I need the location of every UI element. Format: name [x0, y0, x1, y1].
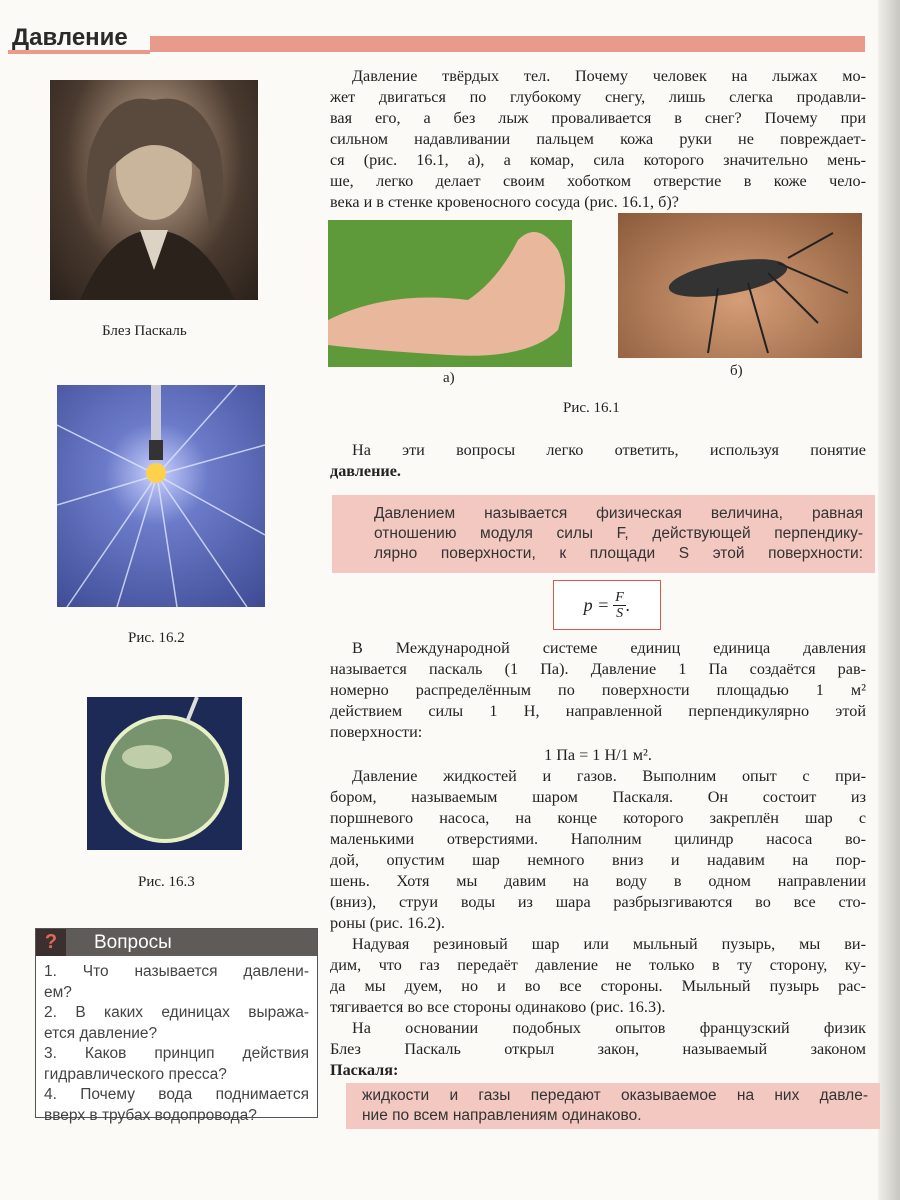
text-line: ше, легко делает своим хоботком отверстие в коже чело- — [330, 172, 866, 190]
text-line: жет двигаться по глубокому снегу, лишь слегка продавли- — [330, 88, 866, 106]
formula-denominator: S — [616, 605, 624, 621]
text-line: шень. Хотя мы давим на воду в одном направлении — [330, 872, 866, 890]
paragraph-pascal-unit — [330, 638, 866, 766]
law-box — [346, 1083, 880, 1129]
text-line-bold: давление. — [330, 462, 401, 480]
pressure-formula-box — [553, 580, 661, 630]
question-mark-icon: ? — [36, 929, 66, 956]
text-line: В Международной системе единиц единица давления — [352, 639, 866, 657]
hand-illustration — [328, 220, 572, 367]
definition-line: Давлением называется физическая величина, равная — [374, 505, 863, 522]
text-line: Давление жидкостей и газов. Выполним опыт с при- — [352, 767, 866, 785]
definition-line: отношению модуля силы F, действующей перпендику- — [374, 525, 863, 542]
law-line: ние по всем направлениям одинаково. — [362, 1107, 642, 1124]
definition-box — [332, 495, 875, 573]
text-line: роны (рис. 16.2). — [330, 914, 445, 932]
question-line: 3. Каков принцип действия — [44, 1045, 309, 1062]
portrait-caption: Блез Паскаль — [102, 323, 187, 339]
text-line: сильном надавливании пальцем кожа руки не повреждает- — [330, 130, 866, 148]
text-line: маленькими отверстиями. Наполним цилиндр насоса во- — [330, 830, 866, 848]
text-line: дим, что газ передаёт давление не только в ту сторону, ку- — [330, 956, 866, 974]
bubble-illustration — [87, 697, 242, 850]
soap-bubble-photo — [87, 697, 242, 850]
text-line: бором, называемым шаром Паскаля. Он состоит из — [330, 788, 866, 806]
text-line: поверхности: — [330, 723, 423, 741]
mosquito-illustration — [618, 213, 862, 358]
hand-photo — [328, 220, 572, 367]
law-line: жидкости и газы передают оказываемое на них давле- — [362, 1087, 868, 1104]
questions-title: Вопросы — [94, 931, 172, 953]
text-line: (вниз), струи воды из шара разбрызгиваются во все сто- — [330, 893, 866, 911]
text-line: дой, опустим шар немного вниз и надавим на пор- — [330, 851, 866, 869]
text-line: Давление твёрдых тел. Почему человек на лыжах мо- — [352, 67, 866, 85]
formula-lhs: p = — [583, 594, 610, 615]
text-line: вая его, а без лыж проваливается в снег? Почему при — [330, 109, 866, 127]
fig-16-2-caption: Рис. 16.2 — [128, 630, 185, 646]
page-title: Давление — [12, 24, 128, 51]
definition-line: лярно поверхности, к площади S этой поверхности: — [374, 545, 863, 562]
text-line: века и в стенке кровеносного сосуда (рис. 16.1, б)? — [330, 193, 679, 211]
text-line: поршневого насоса, на конце которого закреплён шар с — [330, 809, 866, 827]
fig-16-1-caption: Рис. 16.1 — [563, 400, 620, 416]
question-line: 4. Почему вода поднимается — [44, 1086, 309, 1103]
question-line: 2. В каких единицах выража- — [44, 1004, 309, 1021]
portrait-illustration — [50, 80, 258, 300]
question-line: ем? — [44, 983, 72, 1001]
page-spine-shadow — [878, 0, 900, 1200]
question-line: 1. Что называется давлени- — [44, 963, 309, 980]
text-line: Надувая резиновый шар или мыльный пузырь, мы ви- — [352, 935, 866, 953]
text-line: Блез Паскаль открыл закон, называемый законом — [330, 1040, 866, 1058]
header-bar — [150, 36, 865, 52]
pascal-portrait — [50, 80, 258, 300]
fig-16-1-label-a: а) — [443, 370, 455, 386]
fig-16-1-label-b: б) — [730, 363, 743, 379]
formula-numerator: F — [615, 589, 624, 605]
formula-end: . — [625, 594, 631, 615]
question-line: ется давление? — [44, 1024, 158, 1042]
text-line: да мы дуем, но и во все стороны. Мыльный пузырь рас- — [330, 977, 866, 995]
questions-box — [35, 928, 318, 1124]
formula-fraction — [613, 590, 626, 621]
water-jets-illustration — [57, 385, 265, 607]
text-line: На основании подобных опытов французский физик — [352, 1019, 866, 1037]
paragraph-bubble — [330, 934, 866, 1018]
text-line: называется паскаль (1 Па). Давление 1 Па создаётся рав- — [330, 660, 866, 678]
text-line: ся (рис. 16.1, а), а комар, сила которого значительно мень- — [330, 151, 866, 169]
text-line-bold: Паскаля: — [330, 1061, 399, 1079]
questions-header — [36, 929, 317, 956]
paragraph-solids — [330, 66, 866, 213]
text-line: тягивается во все стороны одинаково (рис. 16.3). — [330, 998, 666, 1016]
question-line: вверх в трубах водопровода? — [44, 1106, 257, 1124]
text-line: номерно распределённым по поверхности площадью 1 м² — [330, 681, 866, 699]
paragraph-liquids-gases — [330, 766, 866, 934]
paragraph-intro — [330, 440, 866, 482]
paragraph-pascal-law — [330, 1018, 866, 1081]
text-line: действием силы 1 Н, направленной перпендикулярно этой — [330, 702, 866, 720]
mosquito-photo — [618, 213, 862, 358]
pascal-ball-photo — [57, 385, 265, 607]
questions-list — [36, 956, 317, 1126]
unit-formula: 1 Па = 1 Н/1 м². — [544, 746, 652, 764]
question-line: гидравлического пресса? — [44, 1065, 227, 1083]
fig-16-3-caption: Рис. 16.3 — [138, 874, 195, 890]
text-line: На эти вопросы легко ответить, используя понятие — [352, 441, 866, 459]
